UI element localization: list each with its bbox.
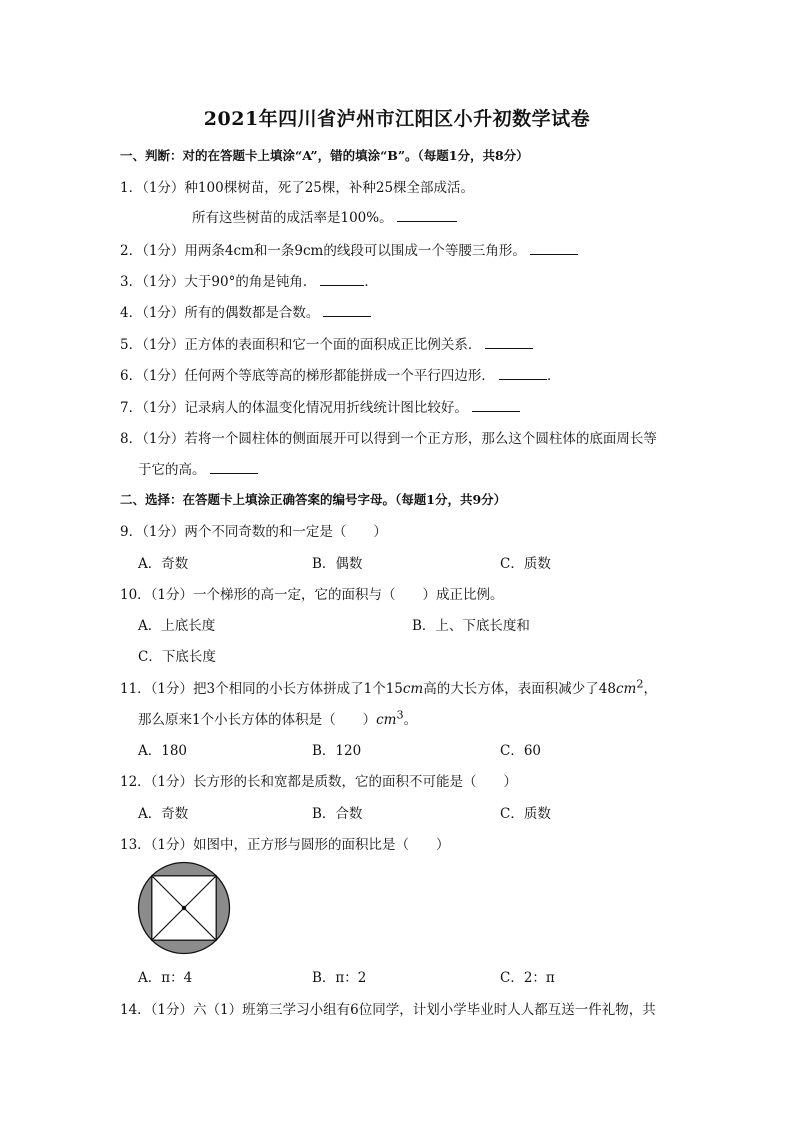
superscript-2: 2: [636, 677, 644, 691]
question-6: [120, 364, 560, 384]
question-11-option-b[interactable]: B．120: [312, 743, 362, 759]
question-9-option-b[interactable]: B．偶数: [312, 556, 363, 572]
page-title: 2021年四川省泸州市江阳区小升初数学试卷: [203, 108, 591, 130]
question-2: [120, 239, 578, 259]
question-3-text: 3．（1分）大于90°的角是钝角．: [120, 274, 317, 290]
section-2-heading: 二、选择：在答题卡上填涂正确答案的编号字母。（每题1分，共9分）: [120, 492, 507, 507]
question-3-tail: ．: [364, 274, 378, 290]
superscript-3: 3: [396, 708, 404, 722]
circle-square-figure: [137, 861, 231, 955]
question-5-text: 5．（1分）正方体的表面积和它一个面的面积成正比例关系．: [120, 337, 482, 353]
section-1-heading: 一、判断：对的在答题卡上填涂“A”，错的填涂“B”。（每题1分，共8分）: [120, 148, 529, 163]
question-9-option-a[interactable]: A．奇数: [138, 556, 189, 572]
question-8-continued: [138, 458, 258, 478]
question-1-cont-text: 所有这些树苗的成活率是100%。: [192, 210, 393, 226]
figure-center-dot: [182, 906, 186, 910]
answer-blank[interactable]: [397, 209, 457, 222]
question-12-option-a[interactable]: A．奇数: [138, 806, 189, 822]
question-12-option-b[interactable]: B．合数: [312, 806, 363, 822]
question-8-cont-text: 于它的高。: [138, 462, 206, 478]
unit-cm: cm: [615, 681, 637, 697]
question-7: [120, 396, 520, 416]
question-10-option-c[interactable]: C．下底长度: [138, 649, 216, 665]
answer-blank[interactable]: [323, 304, 371, 317]
question-12: 12．（1分）长方形的长和宽都是质数，它的面积不可能是（ ）: [120, 774, 518, 790]
question-5: [120, 333, 533, 353]
question-13-option-a[interactable]: A．π：4: [138, 970, 193, 986]
question-3: [120, 270, 378, 290]
answer-blank[interactable]: [485, 336, 533, 349]
question-11-option-c[interactable]: C．60: [500, 743, 542, 759]
question-6-text: 6．（1分）任何两个等底等高的梯形都能拼成一个平行四边形．: [120, 368, 495, 384]
question-12-option-c[interactable]: C．质数: [500, 806, 551, 822]
question-11-text-end: ，: [643, 681, 657, 697]
question-4: [120, 301, 371, 321]
question-7-text: 7．（1分）记录病人的体温变化情况用折线统计图比较好。: [120, 400, 468, 416]
answer-blank[interactable]: [210, 461, 258, 474]
question-11-option-a[interactable]: A．180: [138, 743, 188, 759]
question-11-cont-text: 那么原来1个小长方体的体积是（ ）: [138, 712, 377, 728]
question-11-text-pre: 11．（1分）把3个相同的小长方体拼成了1个15: [120, 681, 403, 697]
question-11-continued: [138, 708, 417, 728]
question-6-tail: ．: [546, 368, 561, 384]
question-4-text: 4．（1分）所有的偶数都是合数。: [120, 305, 320, 321]
question-10-option-a[interactable]: A．上底长度: [138, 618, 216, 634]
question-1: 1．（1分）种100棵树苗，死了25棵，补种25棵全部成活。: [120, 180, 475, 196]
question-11-text-mid: 高的大长方体，表面积减少了48: [423, 681, 616, 697]
question-10-option-b[interactable]: B．上、下底长度和: [412, 618, 530, 634]
question-11: [120, 677, 657, 697]
answer-blank[interactable]: [499, 367, 547, 380]
unit-cm: cm: [376, 712, 397, 728]
question-2-text: 2．（1分）用两条4cm和一条9cm的线段可以围成一个等腰三角形。: [120, 243, 526, 259]
question-13-option-c[interactable]: C．2：π: [500, 970, 555, 986]
unit-cm: cm: [402, 681, 424, 697]
question-10: 10．（1分）一个梯形的高一定，它的面积与（ ）成正比例。: [120, 587, 504, 603]
question-8: 8．（1分）若将一个圆柱体的侧面展开可以得到一个正方形，那么这个圆柱体的底面周长等: [120, 431, 657, 447]
question-9: 9．（1分）两个不同奇数的和一定是（ ）: [120, 524, 387, 540]
answer-blank[interactable]: [320, 273, 364, 286]
question-9-option-c[interactable]: C．质数: [500, 556, 551, 572]
answer-blank[interactable]: [530, 242, 578, 255]
answer-blank[interactable]: [472, 399, 520, 412]
question-13-option-b[interactable]: B．π：2: [312, 970, 367, 986]
question-13: 13．（1分）如图中，正方形与圆形的面积比是（ ）: [120, 837, 450, 853]
question-14: 14．（1分）六（1）班第三学习小组有6位同学，计划小学毕业时人人都互送一件礼物，共: [120, 1002, 656, 1018]
question-1-continued: [192, 206, 457, 226]
question-11-cont-end: 。: [403, 712, 418, 728]
